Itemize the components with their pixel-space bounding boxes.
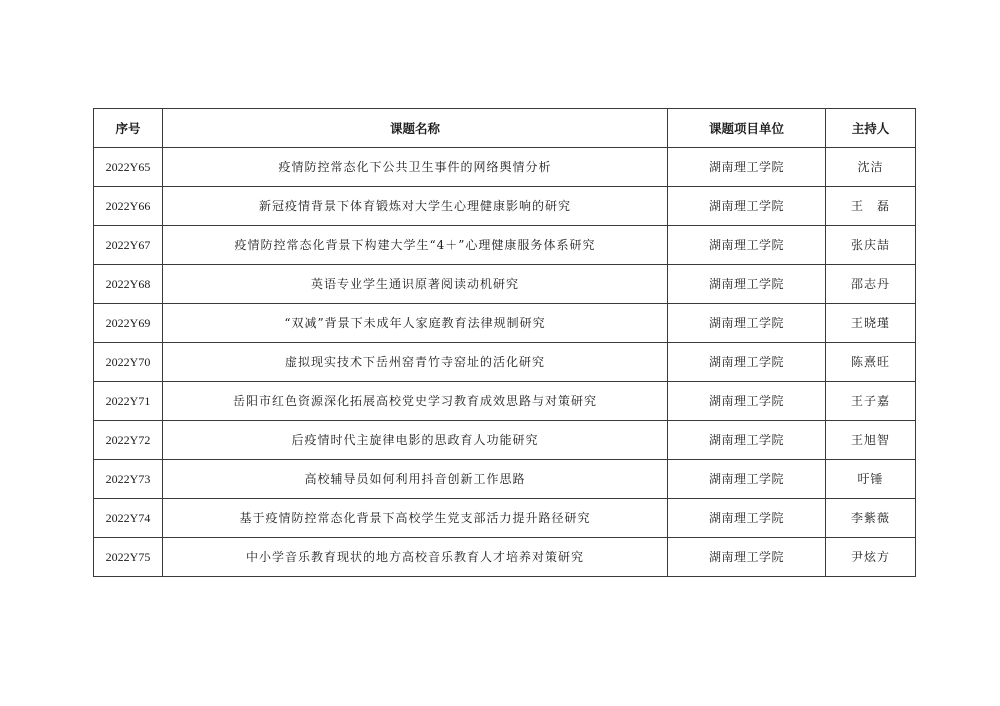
cell-host: 王晓瑾 xyxy=(826,304,916,343)
cell-host: 沈洁 xyxy=(826,148,916,187)
table-body xyxy=(94,148,916,577)
table-row xyxy=(94,460,916,499)
table-row xyxy=(94,499,916,538)
cell-host: 尹炫方 xyxy=(826,538,916,577)
header-unit: 课题项目单位 xyxy=(668,109,826,148)
cell-id: 2022Y72 xyxy=(94,421,163,460)
cell-id: 2022Y65 xyxy=(94,148,163,187)
cell-title: 基于疫情防控常态化背景下高校学生党支部活力提升路径研究 xyxy=(163,499,668,538)
cell-host: 陈熹旺 xyxy=(826,343,916,382)
cell-host: 张庆喆 xyxy=(826,226,916,265)
cell-unit: 湖南理工学院 xyxy=(668,343,826,382)
table-row xyxy=(94,538,916,577)
cell-title: “双减”背景下未成年人家庭教育法律规制研究 xyxy=(163,304,668,343)
table-header xyxy=(94,109,916,148)
cell-host: 邵志丹 xyxy=(826,265,916,304)
cell-title: 岳阳市红色资源深化拓展高校党史学习教育成效思路与对策研究 xyxy=(163,382,668,421)
cell-host: 李紫薇 xyxy=(826,499,916,538)
cell-unit: 湖南理工学院 xyxy=(668,148,826,187)
cell-host: 王子嘉 xyxy=(826,382,916,421)
table-row xyxy=(94,304,916,343)
cell-unit: 湖南理工学院 xyxy=(668,460,826,499)
table-row xyxy=(94,421,916,460)
table-row xyxy=(94,343,916,382)
cell-id: 2022Y75 xyxy=(94,538,163,577)
table-row xyxy=(94,148,916,187)
cell-unit: 湖南理工学院 xyxy=(668,265,826,304)
cell-id: 2022Y73 xyxy=(94,460,163,499)
project-table xyxy=(93,108,916,577)
table-row xyxy=(94,382,916,421)
cell-host: 王 磊 xyxy=(826,187,916,226)
cell-title: 疫情防控常态化下公共卫生事件的网络舆情分析 xyxy=(163,148,668,187)
cell-id: 2022Y69 xyxy=(94,304,163,343)
header-host: 主持人 xyxy=(826,109,916,148)
cell-title: 虚拟现实技术下岳州窑青竹寺窑址的活化研究 xyxy=(163,343,668,382)
cell-unit: 湖南理工学院 xyxy=(668,304,826,343)
cell-id: 2022Y66 xyxy=(94,187,163,226)
cell-host: 王旭智 xyxy=(826,421,916,460)
header-id: 序号 xyxy=(94,109,163,148)
cell-unit: 湖南理工学院 xyxy=(668,226,826,265)
cell-unit: 湖南理工学院 xyxy=(668,187,826,226)
cell-host: 吁锤 xyxy=(826,460,916,499)
cell-unit: 湖南理工学院 xyxy=(668,382,826,421)
cell-id: 2022Y67 xyxy=(94,226,163,265)
cell-unit: 湖南理工学院 xyxy=(668,499,826,538)
cell-id: 2022Y68 xyxy=(94,265,163,304)
cell-title: 新冠疫情背景下体育锻炼对大学生心理健康影响的研究 xyxy=(163,187,668,226)
cell-unit: 湖南理工学院 xyxy=(668,421,826,460)
header-title: 课题名称 xyxy=(163,109,668,148)
cell-title: 后疫情时代主旋律电影的思政育人功能研究 xyxy=(163,421,668,460)
cell-unit: 湖南理工学院 xyxy=(668,538,826,577)
table-row xyxy=(94,265,916,304)
cell-title: 英语专业学生通识原著阅读动机研究 xyxy=(163,265,668,304)
cell-id: 2022Y74 xyxy=(94,499,163,538)
cell-title: 中小学音乐教育现状的地方高校音乐教育人才培养对策研究 xyxy=(163,538,668,577)
header-row xyxy=(94,109,916,148)
cell-title: 高校辅导员如何利用抖音创新工作思路 xyxy=(163,460,668,499)
cell-id: 2022Y71 xyxy=(94,382,163,421)
cell-id: 2022Y70 xyxy=(94,343,163,382)
table-row xyxy=(94,187,916,226)
cell-title: 疫情防控常态化背景下构建大学生“4＋”心理健康服务体系研究 xyxy=(163,226,668,265)
table-row xyxy=(94,226,916,265)
